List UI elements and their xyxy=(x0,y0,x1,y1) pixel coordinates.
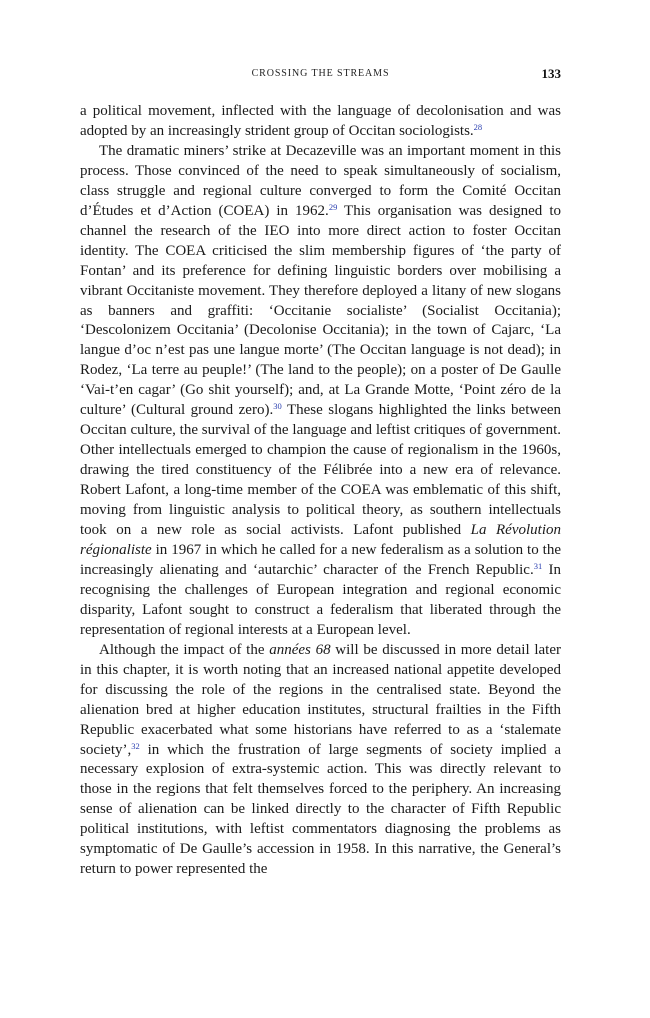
footnote-ref-31[interactable]: 31 xyxy=(533,560,543,571)
paragraph-1 xyxy=(80,102,561,142)
text-segment: will be discussed in more detail later in this chapter, it is worth noting that an increased national appetite developed for discussing the role of the regions in the centralised state. Beyond the alienation bred at higher education institutes, structural frailties in the Fifth Republic exacerbated what some historians have referred to as a ‘stalemate society’, xyxy=(80,641,561,758)
text-segment: These slogans highlighted the links between Occitan culture, the survival of the language and leftist critiques of government. Other intellectuals emerged to champion the cause of regionalism in the 1960s, drawing the tired constituency of the Félibrée into a new era of relevance. Robert Lafont, a long-time member of the COEA was emblematic of this shift, moving from linguistic analysis to political theory, as southern intellectuals took on a new role as social activists. Lafont published xyxy=(80,402,562,539)
paragraph-2 xyxy=(80,142,561,641)
paragraph-3 xyxy=(80,641,561,880)
book-title-italic: La Révolution régionaliste xyxy=(80,522,561,558)
term-italic: années 68 xyxy=(269,641,331,658)
text-segment: In recognising the challenges of European integration and regional economic disparity, Lafont sought to construct a federalism that liberated through the representation of regional interests at a European level. xyxy=(80,561,562,638)
text-segment: Although the impact of the xyxy=(99,641,270,658)
text-segment: The dramatic miners’ strike at Decazeville was an important moment in this process. Those convinced of the need to speak simultaneously of socialism, class struggle and regional culture converged to form the Comité Occitan d’Études et d’Action (COEA) in 1962. xyxy=(80,142,561,219)
body-text xyxy=(80,102,561,880)
running-head-title: CROSSING THE STREAMS xyxy=(251,68,390,79)
text-segment: in 1967 in which he called for a new federalism as a solution to the increasingly alienating and ‘autarchic’ character of the French Republic. xyxy=(80,541,561,578)
page-number: 133 xyxy=(541,66,561,81)
book-page xyxy=(80,66,561,880)
text-segment: a political movement, inflected with the language of decolonisation and was adopted by an increasingly strident group of Occitan sociologists. xyxy=(80,103,561,139)
text-segment: This organisation was designed to channel the research of the IEO into more direct action to foster Occitan identity. The COEA criticised the slim membership figures of ‘the party of Fontan’ and its preference for defining linguistic borders over mobilising a vibrant Occitaniste movement. They therefore deployed a litany of new slogans as banners and graffiti: ‘Occitanie socialiste’ (Socialist Occitania); ‘Descolonizem Occitania’ (Decolonise Occitania); in the town of Cajarc, ‘La langue d’oc n’est pas une langue morte’ (The Occitan language is not dead); in Rodez, ‘La terre au peuple!’ (The land to the people); on a poster of De Gaulle ‘Vai-t’en cagar’ (Go shit yourself); and, at La Grande Motte, ‘Point zéro de la culture’ (Cultural ground zero). xyxy=(80,202,561,419)
footnote-ref-32[interactable]: 32 xyxy=(131,740,140,751)
running-head xyxy=(80,66,561,86)
footnote-ref-30[interactable]: 30 xyxy=(273,401,282,412)
footnote-ref-29[interactable]: 29 xyxy=(328,201,338,212)
footnote-ref-28[interactable]: 28 xyxy=(473,121,483,132)
text-segment: in which the frustration of large segments of society implied a necessary explosion of extra-systemic action. This was directly relevant to those in the regions that felt themselves forced to the periphery. An increasing sense of alienation can be linked directly to the character of Fifth Republic political institutions, with leftist commentators diagnosing the problems as symptomatic of De Gaulle’s accession in 1958. In this narrative, the General’s return to power represented the xyxy=(80,741,561,878)
